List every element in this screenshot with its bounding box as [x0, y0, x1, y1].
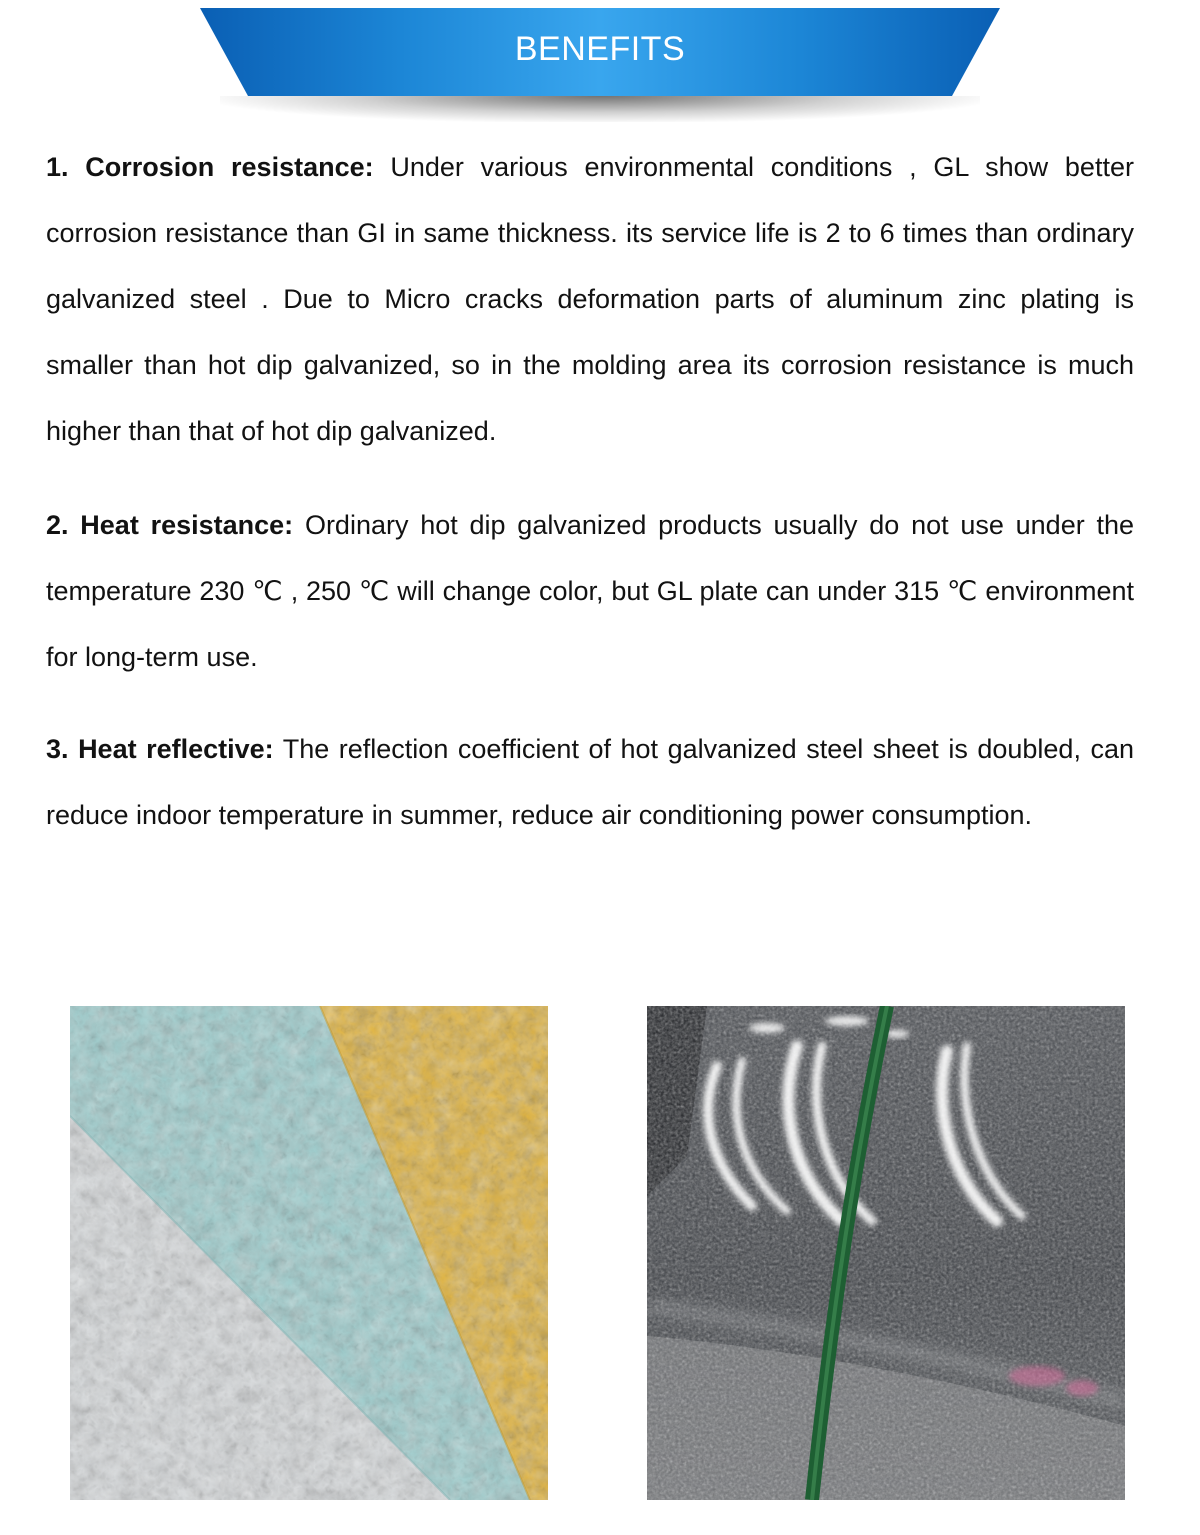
benefit-text: The reflection coefficient of hot galvanized steel sheet is doubled, can reduce indoor temperature in summer, reduce air conditioning power consumption. [46, 734, 1135, 830]
benefit-corrosion-resistance [46, 134, 1134, 464]
benefit-text: Under various environmental conditions , GL show better corrosion resistance than GI in same thickness. its service life is 2 to 6 times than ordinary galvanized steel . Due to Micro cracks deformation parts of aluminum zinc plating is smaller than hot dip galvanized, so in the molding area its corrosion resistance is much higher than that of hot dip galvanized. [46, 152, 1134, 446]
benefit-heading: Heat resistance: [80, 510, 294, 540]
benefit-text: Ordinary hot dip galvanized products usually do not use under the temperature 230 ℃ , 250 ℃ will change color, but GL plate can under 315 ℃ environment for long-term use. [46, 510, 1134, 672]
steel-coil-image [647, 1006, 1125, 1500]
spangle-sheet-samples-image [70, 1006, 548, 1500]
benefit-number: 2. [46, 510, 69, 540]
benefits-banner [200, 8, 1000, 118]
benefit-heading: Corrosion resistance: [85, 152, 374, 182]
benefit-number: 3. [46, 734, 69, 764]
benefit-heat-resistance [46, 492, 1134, 690]
benefit-number: 1. [46, 152, 69, 182]
benefit-heading: Heat reflective: [78, 734, 274, 764]
section-title: BENEFITS [514, 30, 686, 68]
banner-shadow [220, 96, 980, 122]
benefit-heat-reflective [46, 716, 1134, 848]
